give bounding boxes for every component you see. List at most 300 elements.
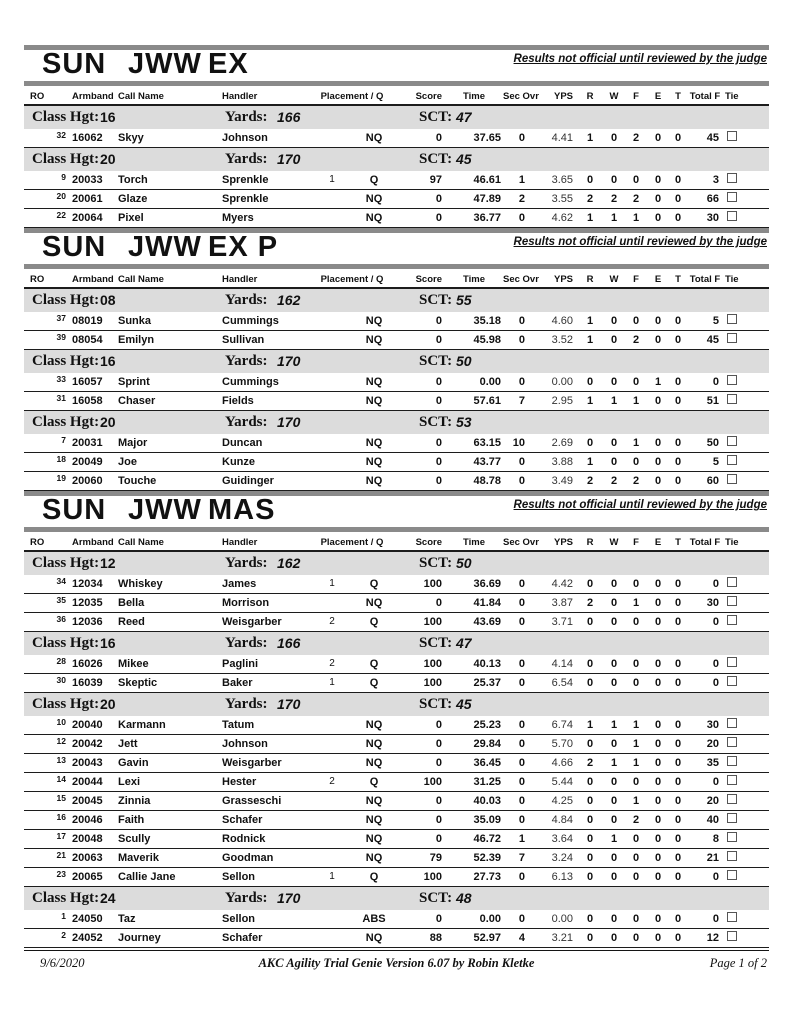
call-name: Sunka	[118, 315, 152, 327]
section-title-row	[24, 233, 769, 264]
col-header-sec-ovr: Sec Ovr	[503, 537, 539, 548]
table-faults: 0	[674, 456, 682, 468]
refusals: 0	[586, 913, 594, 925]
result-row	[24, 849, 769, 868]
seconds-over: 7	[518, 852, 525, 864]
refusals: 2	[586, 193, 594, 205]
time: 0.00	[479, 376, 501, 388]
result-row	[24, 674, 769, 693]
sct-label: SCT:	[419, 414, 453, 430]
tie-cell	[723, 655, 769, 673]
qualify-status: NQ	[365, 833, 383, 845]
seconds-over: 1	[518, 833, 525, 845]
armband-number: 20061	[72, 193, 103, 205]
seconds-over: 0	[518, 795, 525, 807]
armband-number: 08019	[72, 315, 103, 327]
yards-label: Yards:	[225, 696, 268, 712]
col-header-score: Score	[415, 537, 442, 548]
call-name: Karmann	[118, 719, 166, 731]
tie-checkbox[interactable]	[727, 718, 737, 728]
qualify-status: NQ	[365, 597, 383, 609]
tie-checkbox[interactable]	[727, 851, 737, 861]
total-faults: 0	[712, 776, 719, 788]
result-row	[24, 434, 769, 453]
armband-number: 20049	[72, 456, 103, 468]
time: 25.37	[473, 677, 501, 689]
qualify-status: NQ	[365, 212, 383, 224]
tie-checkbox[interactable]	[727, 615, 737, 625]
column-header-row	[24, 532, 769, 552]
class-hgt-value: 20	[100, 696, 116, 712]
tie-cell	[723, 792, 769, 810]
tie-checkbox[interactable]	[727, 436, 737, 446]
tie-checkbox[interactable]	[727, 314, 737, 324]
report-sections	[24, 45, 769, 948]
total-faults: 5	[712, 456, 719, 468]
tie-checkbox[interactable]	[727, 832, 737, 842]
height-group	[24, 350, 769, 411]
qualify-status: NQ	[365, 193, 383, 205]
tie-checkbox[interactable]	[727, 912, 737, 922]
result-row	[24, 613, 769, 632]
score: 100	[423, 658, 442, 670]
class-height-row	[24, 552, 769, 575]
refusals: 0	[586, 578, 594, 590]
result-section	[24, 228, 769, 491]
col-header-ro: RO	[30, 91, 45, 102]
score: 0	[435, 913, 442, 925]
armband-number: 20045	[72, 795, 103, 807]
seconds-over: 4	[518, 932, 525, 944]
faults: 1	[632, 395, 640, 407]
time: 46.72	[473, 833, 501, 845]
time: 43.69	[473, 616, 501, 628]
armband-number: 16057	[72, 376, 103, 388]
run-order: 30	[56, 675, 66, 685]
table-faults: 0	[674, 814, 682, 826]
armband-number: 20031	[72, 437, 103, 449]
score: 0	[435, 132, 442, 144]
call-name: Touche	[118, 475, 157, 487]
col-header-w: W	[609, 91, 619, 102]
tie-cell	[723, 373, 769, 391]
placement: 1	[329, 174, 335, 185]
score: 0	[435, 456, 442, 468]
wrong-courses: 0	[610, 932, 618, 944]
wrong-courses: 1	[610, 757, 618, 769]
class-height-row	[24, 289, 769, 312]
score: 0	[435, 597, 442, 609]
yards-per-second: 3.87	[551, 597, 573, 609]
footer-date: 9/6/2020	[40, 955, 85, 970]
yards-per-second: 4.14	[551, 658, 573, 670]
qualify-status: Q	[369, 658, 379, 670]
handler-name: Kunze	[222, 456, 255, 468]
tie-checkbox[interactable]	[727, 931, 737, 941]
eliminations: 0	[654, 395, 662, 407]
wrong-courses: 0	[610, 795, 618, 807]
eliminations: 0	[654, 437, 662, 449]
table-faults: 0	[674, 932, 682, 944]
result-row	[24, 392, 769, 411]
yards-label: Yards:	[225, 353, 268, 369]
refusals: 0	[586, 932, 594, 944]
seconds-over: 0	[518, 738, 525, 750]
col-header-yps: YPS	[553, 91, 573, 102]
yards-per-second: 3.88	[551, 456, 573, 468]
class-height-row	[24, 887, 769, 910]
handler-name: Grasseschi	[222, 795, 282, 807]
faults: 2	[632, 132, 640, 144]
score: 79	[429, 852, 442, 864]
result-row	[24, 735, 769, 754]
tie-checkbox[interactable]	[727, 375, 737, 385]
height-group	[24, 552, 769, 632]
unofficial-results-notice: Results not official until reviewed by the judge	[513, 53, 767, 65]
refusals: 0	[586, 437, 594, 449]
yards-per-second: 3.24	[551, 852, 573, 864]
yards-label: Yards:	[225, 109, 268, 125]
seconds-over: 2	[518, 193, 525, 205]
time: 40.03	[473, 795, 501, 807]
section-day: SUN	[42, 494, 107, 526]
table-faults: 0	[674, 212, 682, 224]
call-name: Jett	[118, 738, 138, 750]
armband-number: 20064	[72, 212, 103, 224]
faults: 0	[632, 616, 640, 628]
tie-checkbox[interactable]	[727, 870, 737, 880]
run-order: 34	[56, 576, 66, 586]
seconds-over: 0	[518, 475, 525, 487]
result-row	[24, 129, 769, 148]
time: 48.78	[473, 475, 501, 487]
refusals: 1	[586, 212, 594, 224]
seconds-over: 7	[518, 395, 525, 407]
refusals: 1	[586, 395, 594, 407]
class-hgt-value: 20	[100, 414, 116, 430]
call-name: Glaze	[118, 193, 148, 205]
yards-value: 162	[277, 292, 301, 308]
refusals: 0	[586, 376, 594, 388]
qualify-status: Q	[369, 616, 379, 628]
table-faults: 0	[674, 395, 682, 407]
time: 40.13	[473, 658, 501, 670]
tie-checkbox[interactable]	[727, 775, 737, 785]
handler-name: Morrison	[222, 597, 270, 609]
wrong-courses: 0	[610, 456, 618, 468]
handler-name: Schafer	[222, 814, 263, 826]
armband-number: 12036	[72, 616, 103, 628]
seconds-over: 0	[518, 871, 525, 883]
total-faults: 12	[706, 932, 719, 944]
run-order: 21	[56, 850, 66, 860]
placement: 1	[329, 677, 335, 688]
tie-checkbox[interactable]	[727, 173, 737, 183]
col-header-tie: Tie	[725, 537, 739, 548]
eliminations: 0	[654, 315, 662, 327]
table-faults: 0	[674, 437, 682, 449]
eliminations: 0	[654, 776, 662, 788]
tie-cell	[723, 575, 769, 593]
qualify-status: NQ	[365, 795, 383, 807]
tie-checkbox[interactable]	[727, 657, 737, 667]
total-faults: 45	[706, 132, 719, 144]
tie-cell	[723, 594, 769, 612]
total-faults: 0	[712, 658, 719, 670]
class-hgt-label: Class Hgt:	[32, 696, 100, 712]
wrong-courses: 0	[610, 616, 618, 628]
run-order: 1	[61, 911, 66, 921]
yards-value: 170	[277, 353, 301, 369]
eliminations: 0	[654, 932, 662, 944]
sct-label: SCT:	[419, 696, 453, 712]
class-hgt-label: Class Hgt:	[32, 555, 100, 571]
faults: 0	[632, 852, 640, 864]
handler-name: Goodman	[222, 852, 274, 864]
time: 57.61	[473, 395, 501, 407]
wrong-courses: 0	[610, 174, 618, 186]
handler-name: Rodnick	[222, 833, 266, 845]
wrong-courses: 0	[610, 658, 618, 670]
col-header-r: R	[586, 274, 594, 285]
wrong-courses: 0	[610, 677, 618, 689]
wrong-courses: 1	[610, 833, 618, 845]
tie-checkbox[interactable]	[727, 455, 737, 465]
eliminations: 0	[654, 212, 662, 224]
group-rows	[24, 716, 769, 887]
call-name: Mikee	[118, 658, 149, 670]
eliminations: 0	[654, 132, 662, 144]
qualify-status: Q	[369, 776, 379, 788]
tie-checkbox[interactable]	[727, 737, 737, 747]
score: 100	[423, 677, 442, 689]
qualify-status: NQ	[365, 932, 383, 944]
table-faults: 0	[674, 475, 682, 487]
yards-per-second: 4.41	[551, 132, 573, 144]
score: 0	[435, 738, 442, 750]
tie-checkbox[interactable]	[727, 577, 737, 587]
table-faults: 0	[674, 193, 682, 205]
wrong-courses: 0	[610, 578, 618, 590]
tie-checkbox[interactable]	[727, 813, 737, 823]
unofficial-results-notice: Results not official until reviewed by the judge	[513, 499, 767, 511]
total-faults: 30	[706, 597, 719, 609]
qualify-status: NQ	[365, 475, 383, 487]
wrong-courses: 0	[610, 738, 618, 750]
tie-cell	[723, 773, 769, 791]
sct-label: SCT:	[419, 109, 453, 125]
seconds-over: 0	[518, 334, 525, 346]
score: 0	[435, 437, 442, 449]
wrong-courses: 2	[610, 193, 618, 205]
refusals: 1	[586, 315, 594, 327]
col-header-ro: RO	[30, 274, 45, 285]
run-order: 32	[56, 130, 66, 140]
tie-checkbox[interactable]	[727, 474, 737, 484]
eliminations: 0	[654, 913, 662, 925]
yards-per-second: 3.49	[551, 475, 573, 487]
score: 100	[423, 578, 442, 590]
placement: 2	[329, 776, 335, 787]
tie-cell	[723, 392, 769, 410]
col-header-sec-ovr: Sec Ovr	[503, 91, 539, 102]
time: 63.15	[473, 437, 501, 449]
sct-label: SCT:	[419, 890, 453, 906]
faults: 1	[632, 738, 640, 750]
col-header-call-name: Call Name	[118, 537, 164, 548]
col-header-call-name: Call Name	[118, 274, 164, 285]
run-order: 18	[56, 454, 66, 464]
sct-value: 50	[456, 555, 472, 571]
yards-per-second: 6.54	[551, 677, 573, 689]
report-content	[24, 45, 769, 971]
tie-checkbox[interactable]	[727, 676, 737, 686]
group-rows	[24, 312, 769, 350]
col-header-score: Score	[415, 91, 442, 102]
sct-value: 55	[456, 292, 472, 308]
run-order: 31	[56, 393, 66, 403]
total-faults: 0	[712, 677, 719, 689]
time: 47.89	[473, 193, 501, 205]
seconds-over: 0	[518, 376, 525, 388]
armband-number: 20043	[72, 757, 103, 769]
eliminations: 0	[654, 738, 662, 750]
table-faults: 0	[674, 852, 682, 864]
handler-name: Cummings	[222, 315, 279, 327]
col-header-time: Time	[462, 91, 485, 102]
call-name: Skyy	[118, 132, 144, 144]
faults: 0	[632, 174, 640, 186]
group-rows	[24, 373, 769, 411]
refusals: 0	[586, 677, 594, 689]
eliminations: 0	[654, 597, 662, 609]
tie-checkbox[interactable]	[727, 192, 737, 202]
tie-checkbox[interactable]	[727, 596, 737, 606]
col-header-yps: YPS	[553, 274, 573, 285]
tie-checkbox[interactable]	[727, 394, 737, 404]
qualify-status: ABS	[362, 913, 386, 925]
refusals: 0	[586, 852, 594, 864]
total-faults: 20	[706, 738, 719, 750]
score: 0	[435, 395, 442, 407]
handler-name: Schafer	[222, 932, 263, 944]
sct-value: 50	[456, 353, 472, 369]
col-header-time: Time	[462, 537, 485, 548]
table-faults: 0	[674, 174, 682, 186]
tie-cell	[723, 613, 769, 631]
wrong-courses: 0	[610, 597, 618, 609]
tie-cell	[723, 190, 769, 208]
total-faults: 0	[712, 871, 719, 883]
yards-per-second: 3.52	[551, 334, 573, 346]
wrong-courses: 0	[610, 437, 618, 449]
yards-per-second: 4.66	[551, 757, 573, 769]
armband-number: 16039	[72, 677, 103, 689]
col-header-tie: Tie	[725, 274, 739, 285]
column-header-row	[24, 269, 769, 289]
run-order: 14	[56, 774, 66, 784]
col-header-placement-q: Placement / Q	[320, 537, 384, 548]
time: 36.77	[473, 212, 501, 224]
time: 52.97	[473, 932, 501, 944]
armband-number: 16058	[72, 395, 103, 407]
faults: 0	[632, 658, 640, 670]
tie-checkbox[interactable]	[727, 211, 737, 221]
refusals: 2	[586, 475, 594, 487]
run-order: 17	[56, 831, 66, 841]
group-rows	[24, 655, 769, 693]
time: 52.39	[473, 852, 501, 864]
result-row	[24, 716, 769, 735]
handler-name: Tatum	[222, 719, 255, 731]
handler-name: James	[222, 578, 257, 590]
yards-per-second: 3.64	[551, 833, 573, 845]
yards-value: 170	[277, 151, 301, 167]
section-groups	[24, 552, 769, 948]
placement: 1	[329, 578, 335, 589]
yards-label: Yards:	[225, 890, 268, 906]
faults: 1	[632, 757, 640, 769]
total-faults: 35	[706, 757, 719, 769]
score: 0	[435, 193, 442, 205]
table-faults: 0	[674, 315, 682, 327]
col-header-armband: Armband	[72, 91, 114, 102]
tie-checkbox[interactable]	[727, 131, 737, 141]
table-faults: 0	[674, 376, 682, 388]
sct-value: 47	[456, 109, 472, 125]
seconds-over: 0	[518, 597, 525, 609]
yards-per-second: 2.69	[551, 437, 573, 449]
tie-checkbox[interactable]	[727, 756, 737, 766]
qualify-status: Q	[369, 677, 379, 689]
class-hgt-value: 16	[100, 109, 116, 125]
eliminations: 0	[654, 174, 662, 186]
handler-name: Cummings	[222, 376, 279, 388]
handler-name: Sprenkle	[222, 174, 269, 186]
qualify-status: NQ	[365, 719, 383, 731]
result-row	[24, 929, 769, 948]
score: 0	[435, 795, 442, 807]
section-day: SUN	[42, 48, 107, 80]
sct-value: 47	[456, 635, 472, 651]
yards-per-second: 0.00	[551, 913, 573, 925]
table-faults: 0	[674, 132, 682, 144]
total-faults: 21	[706, 852, 719, 864]
result-row	[24, 575, 769, 594]
table-faults: 0	[674, 757, 682, 769]
tie-cell	[723, 830, 769, 848]
wrong-courses: 0	[610, 871, 618, 883]
time: 36.45	[473, 757, 501, 769]
tie-checkbox[interactable]	[727, 794, 737, 804]
height-group	[24, 411, 769, 491]
col-header-score: Score	[415, 274, 442, 285]
class-height-row	[24, 148, 769, 171]
eliminations: 0	[654, 871, 662, 883]
tie-checkbox[interactable]	[727, 333, 737, 343]
class-hgt-value: 20	[100, 151, 116, 167]
col-header-handler: Handler	[222, 91, 258, 102]
refusals: 0	[586, 795, 594, 807]
col-header-handler: Handler	[222, 274, 258, 285]
score: 0	[435, 814, 442, 826]
wrong-courses: 2	[610, 475, 618, 487]
refusals: 0	[586, 616, 594, 628]
seconds-over: 0	[518, 315, 525, 327]
placement: 1	[329, 871, 335, 882]
class-hgt-label: Class Hgt:	[32, 890, 100, 906]
call-name: Reed	[118, 616, 145, 628]
